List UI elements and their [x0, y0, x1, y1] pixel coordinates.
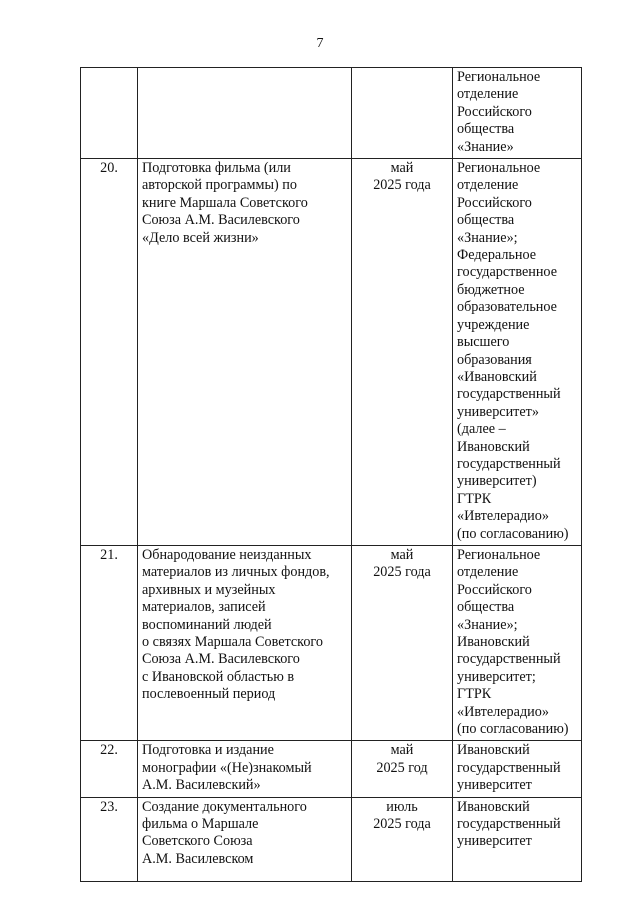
event-text-line: Подготовка фильма (или: [142, 160, 291, 177]
row-number: 22.: [100, 742, 118, 759]
table-row: [81, 797, 582, 881]
event-text-line: А.М. Василевский»: [142, 777, 261, 794]
event-text-line: о связях Маршала Советского: [142, 634, 323, 650]
event-cell: [138, 545, 352, 740]
row-number-cell: [81, 159, 138, 546]
event-text-line: материалов, записей: [142, 599, 266, 616]
executor-text-line: Региональное: [457, 69, 541, 85]
date-text-line: май: [390, 160, 414, 177]
executor-text-line: общества: [457, 212, 515, 229]
executor-text-line: образовательное: [457, 299, 557, 316]
date-cell: [352, 741, 453, 797]
executor-text-line: государственное: [457, 264, 557, 281]
event-text-line: А.М. Василевском: [142, 850, 254, 867]
date-text-line: 2025 года: [373, 816, 431, 833]
event-text-line: воспоминаний людей: [142, 616, 272, 633]
event-cell: [138, 741, 352, 797]
table-row: [81, 68, 582, 159]
executor-text-line: бюджетное: [457, 281, 525, 298]
row-number-cell: [81, 797, 138, 881]
date-text-line: 2025 года: [373, 177, 431, 194]
executor-text-line: (по согласованию): [457, 721, 569, 738]
event-text-line: Союза А.М. Василевского: [142, 651, 300, 668]
date-text-line: май: [390, 546, 414, 563]
executor-text-line: «Знание»: [457, 138, 514, 155]
executor-text-line: учреждение: [457, 316, 530, 333]
executor-text-line: ГТРК: [457, 490, 492, 507]
executor-cell: [453, 68, 582, 159]
executor-text-line: (далее –: [457, 421, 506, 438]
event-text-line: Подготовка и издание: [142, 742, 274, 759]
executor-text-line: Ивановский: [457, 438, 530, 455]
row-number: 20.: [100, 160, 118, 177]
executor-text-line: университет: [457, 833, 532, 850]
event-text-line: материалов из личных фондов,: [142, 564, 330, 581]
executor-text-line: ГТРК: [457, 686, 492, 703]
event-cell: [138, 797, 352, 881]
executor-text-line: «Знание»;: [457, 616, 518, 633]
executor-text-line: «Знание»;: [457, 229, 518, 246]
row-number-cell: [81, 68, 138, 159]
executor-text-line: университет: [457, 777, 532, 794]
executor-text-line: университет»: [457, 403, 539, 420]
row-number-cell: [81, 545, 138, 740]
executor-text-line: образования: [457, 351, 532, 368]
event-text-line: Обнародование неизданных: [142, 546, 312, 563]
event-text-line: «Дело всей жизни»: [142, 229, 259, 246]
event-text-line: авторской программы) по: [142, 177, 297, 194]
event-text-line: книге Маршала Советского: [142, 194, 308, 211]
date-cell: [352, 545, 453, 740]
event-cell: [138, 159, 352, 546]
event-text-line: Создание документального: [142, 798, 307, 815]
executor-text-line: Российского: [457, 194, 532, 211]
row-number: 23.: [100, 798, 118, 815]
executor-text-line: «Ивтелерадио»: [457, 508, 549, 525]
executor-text-line: Российского: [457, 581, 532, 598]
table-row: [81, 741, 582, 797]
executor-text-line: государственный: [457, 455, 561, 472]
executor-text-line: Российского: [457, 103, 532, 120]
page-number: 7: [316, 36, 324, 51]
event-text-line: Союза А.М. Василевского: [142, 212, 300, 229]
date-text-line: 2025 года: [373, 564, 431, 581]
executor-text-line: «Ивановский: [457, 368, 537, 385]
executor-cell: [453, 797, 582, 881]
executor-text-line: отделение: [457, 564, 519, 581]
date-text-line: 2025 год: [376, 759, 428, 776]
row-number: 21.: [100, 546, 118, 563]
executor-text-line: университет;: [457, 668, 536, 685]
events-table: [80, 67, 582, 882]
event-text-line: Советского Союза: [142, 833, 253, 850]
executor-text-line: «Ивтелерадио»: [457, 703, 549, 720]
row-number-cell: [81, 741, 138, 797]
executor-text-line: государственный: [457, 651, 561, 668]
date-cell: [352, 797, 453, 881]
table-body: [81, 68, 582, 882]
event-text-line: архивных и музейных: [142, 581, 276, 598]
executor-text-line: государственный: [457, 386, 561, 403]
event-text-line: послевоенный период: [142, 686, 276, 703]
executor-text-line: государственный: [457, 759, 561, 776]
date-text-line: май: [390, 742, 414, 759]
executor-text-line: Региональное: [457, 546, 541, 563]
date-cell: [352, 68, 453, 159]
event-text-line: монографии «(Не)знакомый: [142, 759, 312, 776]
executor-text-line: Ивановский: [457, 634, 530, 650]
event-text-line: фильма о Маршале: [142, 816, 259, 833]
executor-text-line: отделение: [457, 177, 519, 194]
executor-text-line: высшего: [457, 334, 510, 351]
executor-text-line: Ивановский: [457, 798, 530, 815]
executor-text-line: общества: [457, 599, 515, 616]
executor-text-line: отделение: [457, 86, 519, 103]
date-cell: [352, 159, 453, 546]
event-text-line: с Ивановской областью в: [142, 668, 295, 685]
event-cell: [138, 68, 352, 159]
executor-text-line: Региональное: [457, 160, 541, 177]
executor-text-line: Ивановский: [457, 742, 530, 759]
executor-text-line: государственный: [457, 816, 561, 833]
executor-cell: [453, 159, 582, 546]
executor-text-line: университет): [457, 473, 537, 490]
executor-text-line: Федеральное: [457, 247, 537, 264]
executor-text-line: (по согласованию): [457, 525, 569, 542]
executor-text-line: общества: [457, 121, 515, 138]
executor-cell: [453, 545, 582, 740]
executor-cell: [453, 741, 582, 797]
table-row: [81, 545, 582, 740]
date-text-line: июль: [386, 798, 418, 815]
table-row: [81, 159, 582, 546]
